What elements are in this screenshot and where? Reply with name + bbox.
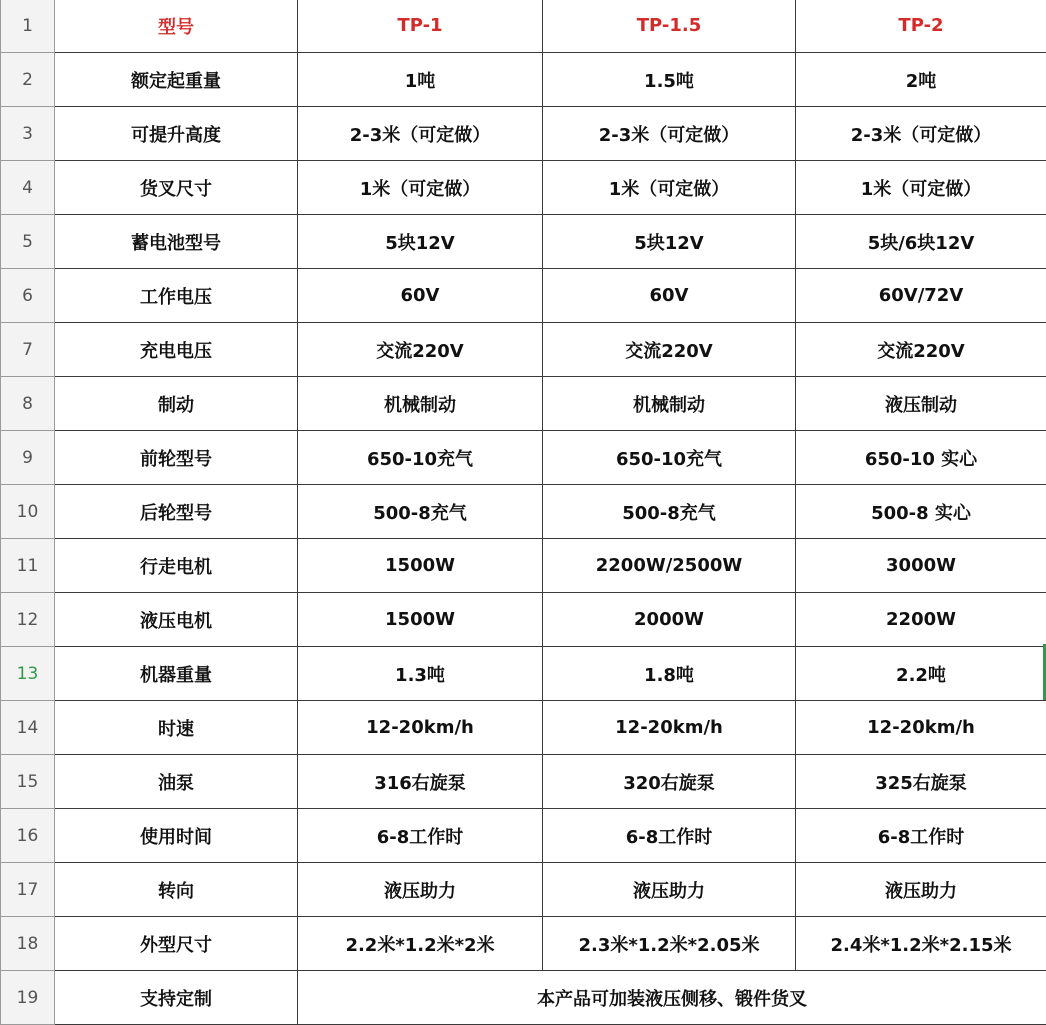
spec-value-cell[interactable]: 650-10充气 [298,431,543,485]
row-number[interactable]: 19 [1,971,55,1025]
spec-value-cell[interactable]: 1.5吨 [543,53,796,107]
spec-value-cell[interactable]: 3000W [796,539,1046,593]
spec-value-cell[interactable]: 1500W [298,539,543,593]
row-number[interactable]: 1 [1,0,55,53]
spec-value-cell[interactable]: 5块12V [298,215,543,269]
spec-label-cell[interactable]: 支持定制 [55,971,298,1025]
spec-value-cell[interactable]: 5块/6块12V [796,215,1046,269]
spec-label-cell[interactable]: 蓄电池型号 [55,215,298,269]
spec-label-cell[interactable]: 前轮型号 [55,431,298,485]
spec-value-cell[interactable]: 1500W [298,593,543,647]
table-row [1,323,1046,377]
row-number[interactable]: 14 [1,701,55,755]
spec-label-cell[interactable]: 货叉尺寸 [55,161,298,215]
spec-label-cell[interactable]: 液压电机 [55,593,298,647]
spec-value-cell[interactable]: 2.3米*1.2米*2.05米 [543,917,796,971]
spec-label-cell[interactable]: 工作电压 [55,269,298,323]
spec-value-cell[interactable]: 1米（可定做） [543,161,796,215]
spec-value-cell[interactable]: 60V/72V [796,269,1046,323]
spec-label-cell[interactable]: 时速 [55,701,298,755]
spec-value-cell[interactable]: 12-20km/h [543,701,796,755]
spec-value-cell[interactable]: 交流220V [796,323,1046,377]
spec-value-cell[interactable]: 60V [543,269,796,323]
table-row [1,755,1046,809]
merged-note-cell[interactable]: 本产品可加装液压侧移、锻件货叉 [298,971,1046,1025]
spec-value-cell[interactable]: 500-8 实心 [796,485,1046,539]
table-row [1,107,1046,161]
spec-value-cell[interactable]: 液压助力 [298,863,543,917]
spec-label-cell[interactable]: 油泵 [55,755,298,809]
spec-label-cell[interactable]: 转向 [55,863,298,917]
table-row [1,269,1046,323]
table-row [1,647,1046,701]
spec-value-cell[interactable]: 液压制动 [796,377,1046,431]
spec-value-cell[interactable]: 12-20km/h [796,701,1046,755]
spec-value-cell[interactable]: 液压助力 [796,863,1046,917]
spec-value-cell[interactable]: 2.4米*1.2米*2.15米 [796,917,1046,971]
spec-label-cell[interactable]: 使用时间 [55,809,298,863]
row-number[interactable]: 2 [1,53,55,107]
spec-value-cell[interactable]: 机械制动 [298,377,543,431]
table-row [1,377,1046,431]
table-row [1,539,1046,593]
spec-value-cell[interactable]: 6-8工作时 [298,809,543,863]
table-row [1,809,1046,863]
row-number[interactable]: 18 [1,917,55,971]
table-row [1,431,1046,485]
spec-value-cell[interactable]: 2200W [796,593,1046,647]
spec-value-cell[interactable]: 325右旋泵 [796,755,1046,809]
spec-value-cell[interactable]: 液压助力 [543,863,796,917]
table-row [1,863,1046,917]
spec-value-cell[interactable]: 650-10 实心 [796,431,1046,485]
row-number[interactable]: 16 [1,809,55,863]
row-number[interactable]: 15 [1,755,55,809]
spec-value-cell[interactable]: 2000W [543,593,796,647]
table-row [1,917,1046,971]
spec-value-cell[interactable]: 1.8吨 [543,647,796,701]
spec-value-cell[interactable]: 2-3米（可定做） [796,107,1046,161]
row-number[interactable]: 6 [1,269,55,323]
row-number[interactable]: 10 [1,485,55,539]
spec-value-cell[interactable]: 12-20km/h [298,701,543,755]
row-number[interactable]: 4 [1,161,55,215]
spec-value-cell[interactable]: 1吨 [298,53,543,107]
row-number[interactable]: 8 [1,377,55,431]
table-row [1,593,1046,647]
spec-value-cell[interactable]: 1.3吨 [298,647,543,701]
row-number[interactable]: 7 [1,323,55,377]
spec-value-cell[interactable]: 2.2吨 [796,647,1046,701]
spec-value-cell[interactable]: 1米（可定做） [796,161,1046,215]
spec-label-cell[interactable]: 行走电机 [55,539,298,593]
spec-value-cell[interactable]: 2-3米（可定做） [298,107,543,161]
spec-label-cell[interactable]: 可提升高度 [55,107,298,161]
table-row [1,53,1046,107]
spec-label-cell[interactable]: 额定起重量 [55,53,298,107]
row-number[interactable]: 3 [1,107,55,161]
spec-label-cell[interactable]: 充电电压 [55,323,298,377]
spec-value-cell[interactable]: 316右旋泵 [298,755,543,809]
table-row [1,161,1046,215]
spec-label-cell[interactable]: 制动 [55,377,298,431]
spec-value-cell[interactable]: 1米（可定做） [298,161,543,215]
row-number[interactable]: 11 [1,539,55,593]
spec-value-cell[interactable]: 500-8充气 [298,485,543,539]
row-number[interactable]: 17 [1,863,55,917]
header-model-tp15[interactable]: TP-1.5 [543,0,796,53]
spec-value-cell[interactable]: 2200W/2500W [543,539,796,593]
header-model-tp1[interactable]: TP-1 [298,0,543,53]
spec-label-cell[interactable]: 后轮型号 [55,485,298,539]
spec-value-cell[interactable]: 2吨 [796,53,1046,107]
spec-value-cell[interactable]: 2-3米（可定做） [543,107,796,161]
spec-value-cell[interactable]: 2.2米*1.2米*2米 [298,917,543,971]
table-row [1,0,1046,53]
table-row [1,485,1046,539]
row-number[interactable]: 13 [1,647,55,701]
row-number[interactable]: 9 [1,431,55,485]
spec-value-cell[interactable]: 6-8工作时 [543,809,796,863]
spec-value-cell[interactable]: 交流220V [543,323,796,377]
spec-value-cell[interactable]: 交流220V [298,323,543,377]
table-row [1,971,1046,1025]
row-number[interactable]: 5 [1,215,55,269]
spec-value-cell[interactable]: 6-8工作时 [796,809,1046,863]
spec-label-cell[interactable]: 外型尺寸 [55,917,298,971]
header-model-tp2[interactable]: TP-2 [796,0,1046,53]
spec-label-cell[interactable]: 机器重量 [55,647,298,701]
table-row [1,215,1046,269]
table-row [1,701,1046,755]
spec-value-cell[interactable]: 机械制动 [543,377,796,431]
spec-value-cell[interactable]: 650-10充气 [543,431,796,485]
spec-value-cell[interactable]: 320右旋泵 [543,755,796,809]
header-label-cell[interactable]: 型号 [55,0,298,53]
row-number[interactable]: 12 [1,593,55,647]
spec-value-cell[interactable]: 500-8充气 [543,485,796,539]
spec-value-cell[interactable]: 60V [298,269,543,323]
spec-value-cell[interactable]: 5块12V [543,215,796,269]
